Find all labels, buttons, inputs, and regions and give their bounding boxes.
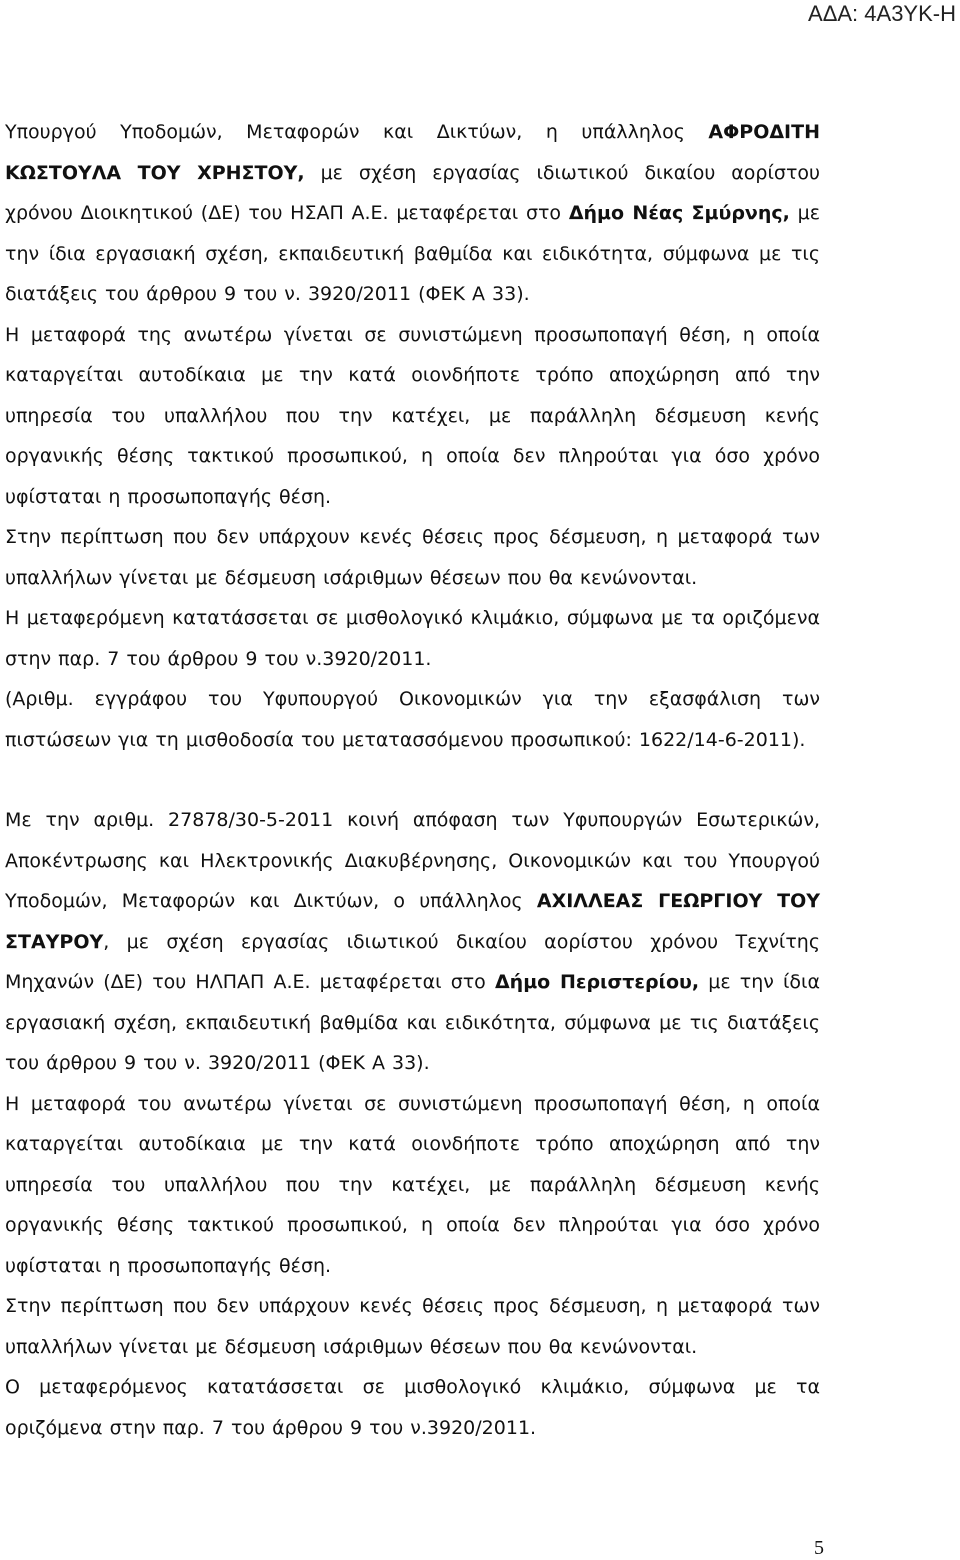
paragraph: Στην περίπτωση που δεν υπάρχουν κενές θέσεις προς δέσμευση, η μεταφορά των υπαλλήλων γίνεται με δέσμευση ισάριθμων θέσεων που θα κενώνονται. xyxy=(5,526,820,589)
paragraph xyxy=(5,800,820,1084)
text-span: με την ίδια εργασιακή σχέση, εκπαιδευτική βαθμίδα και ειδικότητα, σύμφωνα με τις διατάξεις του άρθρου 9 του ν. 3920/2011 (ΦΕΚ Α 33). xyxy=(5,202,821,305)
paragraph: Στην περίπτωση που δεν υπάρχουν κενές θέσεις προς δέσμευση, η μεταφορά των υπαλλήλων γίνεται με δέσμευση ισάριθμων θέσεων που θα κενώνονται. xyxy=(5,1295,820,1358)
page-number: 5 xyxy=(814,1537,824,1559)
paragraph xyxy=(5,112,820,315)
municipality-name: Δήμο Νέας Σμύρνης, xyxy=(568,202,790,224)
text-span: , με σχέση εργασίας ιδιωτικού δικαίου αορίστου χρόνου Τεχνίτης Μηχανών (ΔΕ) του ΗΛΠΑΠ Α.Ε. μεταφέρεται στο xyxy=(5,930,820,993)
employee-name: ΑΧΙΛΛΕΑΣ ΓΕΩΡΓΙΟΥ ΤΟΥ ΣΤΑΥΡΟΥ xyxy=(5,890,820,953)
paragraph: Ο μεταφερόμενος κατατάσσεται σε μισθολογικό κλιμάκιο, σύμφωνα με τα οριζόμενα στην παρ. 7 του άρθρου 9 του ν.3920/2011. xyxy=(5,1376,820,1439)
paragraph: Η μεταφορά του ανωτέρω γίνεται σε συνιστώμενη προσωποπαγή θέση, η οποία καταργείται αυτοδίκαια με την κατά οιονδήποτε τρόπο αποχώρηση από την υπηρεσία του υπαλλήλου που την κατέχει, με παράλληλη δέσμευση κενής οργανικής θέσης τακτικού προσωπικού, η οποία δεν πληρούται για όσο χρόνο υφίσταται η προσωποπαγής θέση. xyxy=(5,1092,820,1277)
ada-code: ΑΔΑ: 4Α3ΥΚ-Η xyxy=(808,1,956,26)
text-span: Με την αριθμ. 27878/30-5-2011 κοινή απόφαση των Υφυπουργών Εσωτερικών, Αποκέντρωσης και Ηλεκτρονικής Διακυβέρνησης, Οικονομικών και του Υπουργού Υποδομών, Μεταφορών και Δικτύων, ο υπάλληλος xyxy=(5,809,820,912)
paragraph: Η μεταφορά της ανωτέρω γίνεται σε συνιστώμενη προσωποπαγή θέση, η οποία καταργείται αυτοδίκαια με την κατά οιονδήποτε τρόπο αποχώρηση από την υπηρεσία του υπαλλήλου που την κατέχει, με παράλληλη δέσμευση κενής οργανικής θέσης τακτικού προσωπικού, η οποία δεν πληρούται για όσο χρόνο υφίσταται η προσωποπαγής θέση. xyxy=(5,323,820,508)
employee-name: ΑΦΡΟΔΙΤΗ ΚΩΣΤΟΥΛΑ ΤΟΥ ΧΡΗΣΤΟΥ, xyxy=(5,121,820,184)
text-span: με την ίδια εργασιακή σχέση, εκπαιδευτική βαθμίδα και ειδικότητα, σύμφωνα με τις διατάξεις του άρθρου 9 του ν. 3920/2011 (ΦΕΚ Α 33). xyxy=(5,971,821,1074)
municipality-name: Δήμο Περιστερίου, xyxy=(494,971,700,993)
spacer xyxy=(5,760,820,800)
document-body xyxy=(5,112,820,1448)
text-span: με σχέση εργασίας ιδιωτικού δικαίου αορίστου χρόνου Διοικητικού (ΔΕ) του ΗΣΑΠ Α.Ε. μεταφέρεται στο xyxy=(5,161,821,224)
paragraph: (Αριθμ. εγγράφου του Υφυπουργού Οικονομικών για την εξασφάλιση των πιστώσεων για τη μισθοδοσία του μετατασσόμενου προσωπικού: 1622/14-6-2011). xyxy=(5,688,820,751)
text-span: Υπουργού Υποδομών, Μεταφορών και Δικτύων, η υπάλληλος xyxy=(5,121,685,143)
paragraph: Η μεταφερόμενη κατατάσσεται σε μισθολογικό κλιμάκιο, σύμφωνα με τα οριζόμενα στην παρ. 7 του άρθρου 9 του ν.3920/2011. xyxy=(5,607,820,670)
